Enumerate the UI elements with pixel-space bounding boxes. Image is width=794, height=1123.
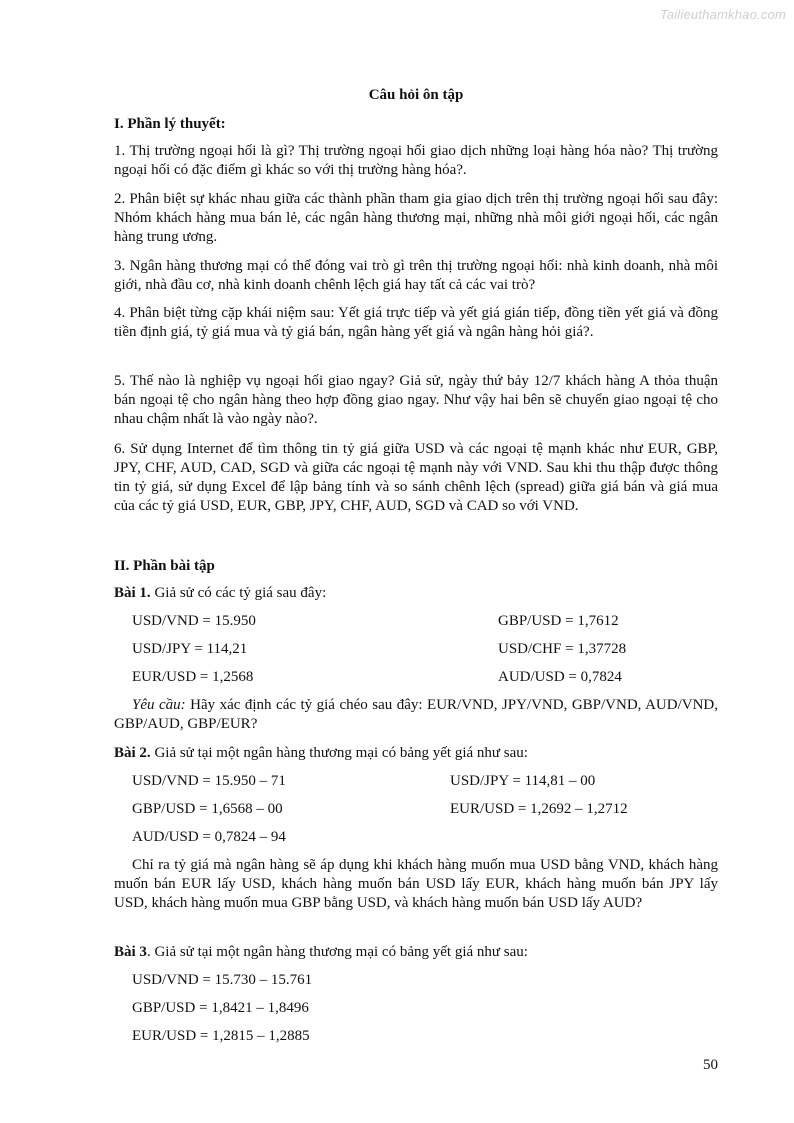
question-1: 1. Thị trường ngoại hối là gì? Thị trường ngoại hối giao dịch những loại hàng hóa nào? Thị trường ngoại hối có đặc điểm gì khác so với thị trường hàng hóa?.: [114, 143, 718, 178]
rate-value: USD/CHF = 1,37728: [498, 641, 627, 657]
question-4: 4. Phân biệt từng cặp khái niệm sau: Yết giá trực tiếp và yết giá gián tiếp, đồng tiền yết giá và đồng tiền định giá, tỷ giá mua và tỷ giá bán, ngân hàng yết giá và ngân hàng hỏi giá?.: [114, 305, 718, 340]
rate-value: AUD/USD = 0,7824: [498, 669, 622, 685]
document-title: Câu hỏi ôn tập: [368, 87, 464, 103]
rate-value: EUR/USD = 1,2692 – 1,2712: [450, 801, 628, 817]
rate-value: AUD/USD = 0,7824 – 94: [132, 829, 286, 845]
exercise-2-label: Bài 2.: [114, 745, 151, 761]
section-heading-theory: I. Phần lý thuyết:: [114, 116, 226, 132]
exercise-2-text: Giả sử tại một ngân hàng thương mại có bảng yết giá như sau:: [150, 745, 528, 761]
question-5: 5. Thế nào là nghiệp vụ ngoại hối giao ngay? Giả sử, ngày thứ bảy 12/7 khách hàng A thỏa thuận bán ngoại tệ cho ngân hàng theo hợp đồng giao ngay. Như vậy hai bên sẽ chuyển giao ngoại tệ cho nhau chậm nhất là vào ngày nào?.: [114, 373, 718, 427]
page-number: 50: [703, 1057, 718, 1073]
exercise-1-requirement: [114, 696, 718, 734]
rate-value: GBP/USD = 1,7612: [498, 613, 619, 629]
exercise-1-label: Bài 1.: [114, 585, 151, 601]
requirement-label: Yêu cầu:: [132, 697, 186, 713]
rate-value: EUR/USD = 1,2568: [132, 669, 254, 685]
exercise-2-intro: [114, 744, 718, 763]
exercise-3-text: . Giả sử tại một ngân hàng thương mại có bảng yết giá như sau:: [146, 944, 528, 960]
requirement-text: Hãy xác định các tỷ giá chéo sau đây: EUR/VND, JPY/VND, GBP/VND, AUD/VND, GBP/AUD, GBP/EUR?: [114, 697, 718, 732]
exercise-2-question: Chỉ ra tỷ giá mà ngân hàng sẽ áp dụng khi khách hàng muốn mua USD bằng VND, khách hàng muốn bán EUR lấy USD, khách hàng muốn bán USD lấy EUR, khách hàng muốn bán JPY lấy USD, khách hàng muốn mua GBP bằng USD, và khách hàng muốn bán USD lấy AUD?: [114, 857, 718, 911]
rate-value: USD/VND = 15.950 – 71: [132, 773, 286, 789]
exercise-3-intro: [114, 943, 718, 962]
exercise-3-label: Bài 3: [114, 944, 147, 960]
watermark: Tailieuthamkhao.com: [659, 7, 786, 22]
rate-value: USD/VND = 15.950: [132, 613, 256, 629]
rate-value: USD/JPY = 114,21: [132, 641, 248, 657]
exercise-1-intro: [114, 584, 718, 603]
exercise-1-text: Giả sử có các tỷ giá sau đây:: [150, 585, 327, 601]
question-2: 2. Phân biệt sự khác nhau giữa các thành phần tham gia giao dịch trên thị trường ngoại hối sau đây: Nhóm khách hàng mua bán lẻ, các ngân hàng thương mại, những nhà môi giới ngoại hối, các ngân hàng trung ương.: [114, 191, 718, 245]
section-heading-exercises: II. Phần bài tập: [114, 558, 215, 574]
rate-value: GBP/USD = 1,6568 – 00: [132, 801, 283, 817]
rate-value: USD/VND = 15.730 – 15.761: [132, 972, 313, 988]
rate-value: USD/JPY = 114,81 – 00: [450, 773, 596, 789]
question-6: 6. Sử dụng Internet để tìm thông tin tỷ giá giữa USD và các ngoại tệ mạnh khác như EUR, GBP, JPY, CHF, AUD, CAD, SGD và giữa các ngoại tệ mạnh này với VND. Sau khi thu thập được thông tin tỷ giá, sử dụng Excel để lập bảng tính và so sánh chênh lệch (spread) giữa giá bán và giá mua của các tỷ giá USD, EUR, GBP, JPY, CHF, AUD, SGD và CAD so với VND.: [114, 441, 718, 514]
rate-value: GBP/USD = 1,8421 – 1,8496: [132, 1000, 309, 1016]
question-3: 3. Ngân hàng thương mại có thể đóng vai trò gì trên thị trường ngoại hối: nhà kinh doanh, nhà môi giới, nhà đầu cơ, nhà kinh doanh chênh lệch giá hay tất cả các vai trò?: [114, 258, 718, 293]
rate-value: EUR/USD = 1,2815 – 1,2885: [132, 1028, 310, 1044]
